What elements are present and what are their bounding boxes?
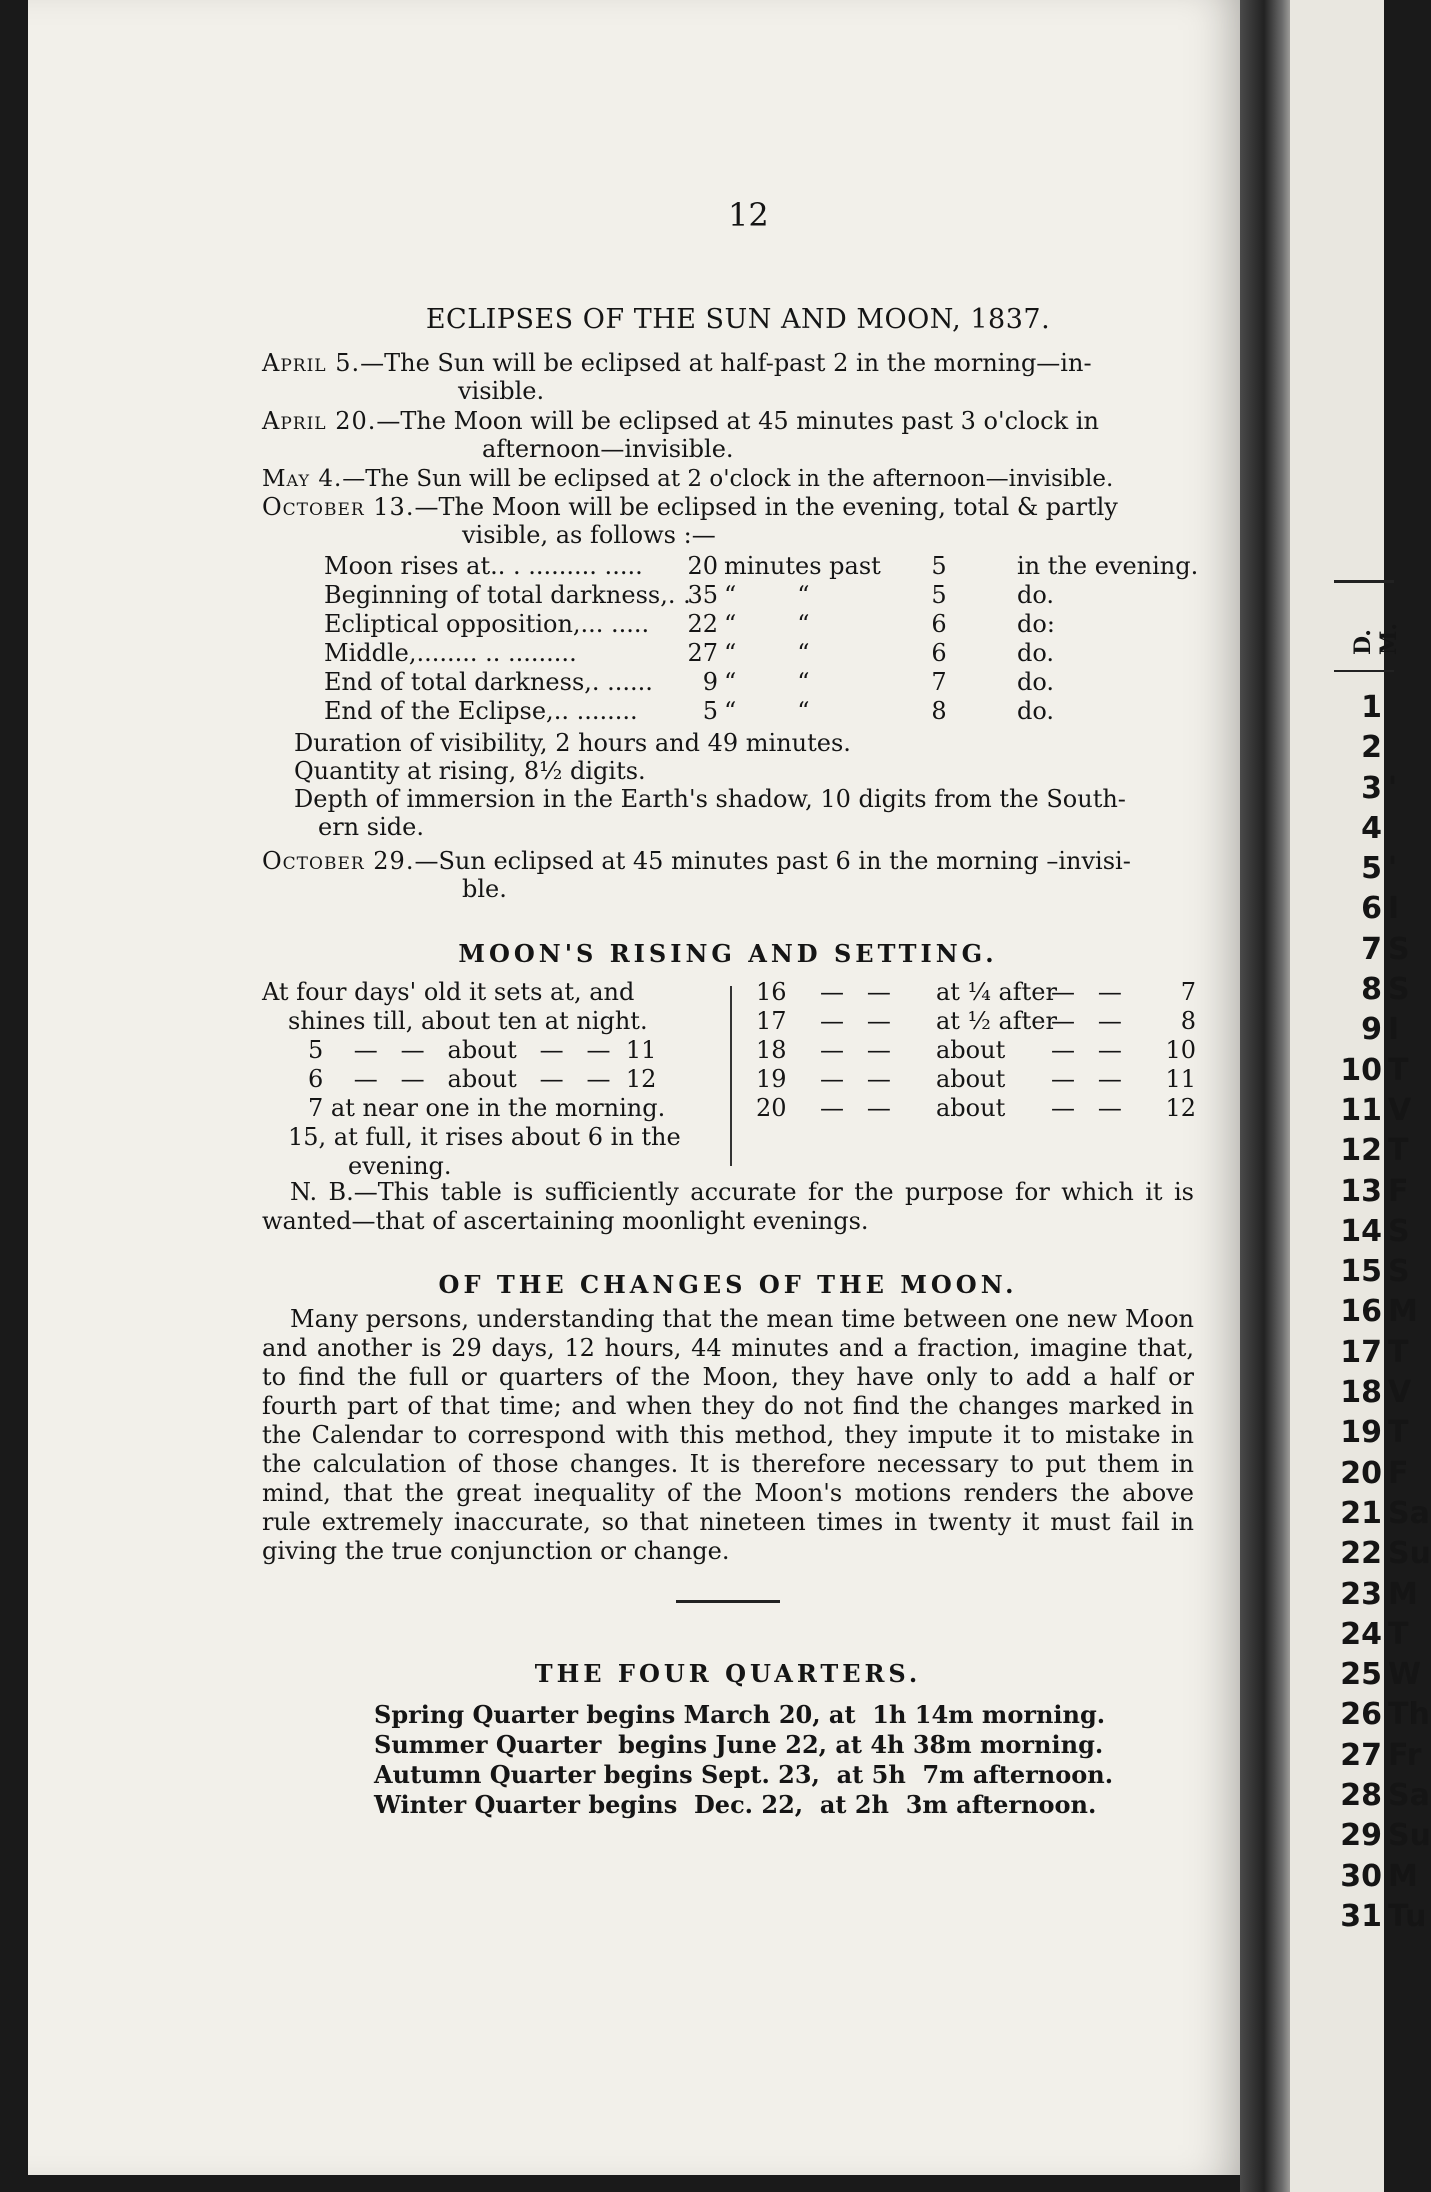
quarter-line: Autumn Quarter begins Sept. 23, at 5h 7m afternoon.	[374, 1760, 1114, 1789]
detail-minutes-word: “ “	[724, 668, 810, 696]
eclipse-detail-row	[262, 551, 1199, 580]
eclipse-date: October 29.	[262, 847, 415, 875]
moon-dash: — —	[1051, 1094, 1122, 1122]
weekday-fragment: I	[1388, 891, 1400, 927]
detail-hour: 7	[931, 668, 947, 696]
moon-phrase: at ½ after	[936, 1007, 1057, 1035]
moon-table-right	[756, 978, 1196, 1123]
moon-hour: 7	[1180, 978, 1196, 1006]
weekday-fragment: S	[1388, 1254, 1410, 1290]
moon-right-row	[756, 978, 1196, 1007]
detail-tail: do.	[1017, 581, 1055, 609]
right-page-day-row	[1336, 1010, 1400, 1050]
right-page-day-row	[1336, 1212, 1410, 1252]
moon-left-line: 7 at near one in the morning.	[308, 1094, 666, 1122]
day-number: 26	[1340, 1697, 1382, 1733]
weekday-fragment: Tu	[1388, 1898, 1427, 1934]
quarter-line: Summer Quarter begins June 22, at 4h 38m morning.	[374, 1730, 1104, 1759]
right-page-day-row	[1336, 1494, 1430, 1534]
weekday-fragment: Sa	[1388, 1778, 1430, 1814]
day-number: 17	[1340, 1334, 1382, 1370]
weekday-fragment: T	[1388, 1616, 1409, 1652]
moon-left-line: evening.	[348, 1152, 452, 1180]
right-page-day-row	[1336, 1091, 1412, 1131]
detail-minutes: 22	[687, 610, 718, 638]
right-page	[1290, 0, 1431, 2192]
moon-day: 19	[756, 1065, 787, 1093]
day-number: 28	[1340, 1778, 1382, 1814]
day-number: 10	[1340, 1052, 1382, 1088]
moon-right-row	[756, 1036, 1196, 1065]
day-number: 2	[1361, 730, 1382, 766]
moon-hour: 10	[1165, 1036, 1196, 1064]
weekday-fragment: Th	[1388, 1697, 1430, 1733]
day-number: 21	[1340, 1495, 1382, 1531]
day-number: 27	[1340, 1737, 1382, 1773]
day-number: 5	[1361, 851, 1382, 887]
day-number: 13	[1340, 1173, 1382, 1209]
day-number: 6	[1361, 891, 1382, 927]
right-page-rule-2	[1334, 670, 1394, 672]
right-page-day-row	[1336, 1051, 1409, 1091]
eclipse-list	[262, 349, 1194, 549]
depth-line-cont: ern side.	[318, 813, 424, 841]
detail-label: End of total darkness,. ......	[324, 668, 653, 696]
eclipse-text: —The Moon will be eclipsed in the evening, total & partly	[414, 493, 1118, 521]
quantity-line: Quantity at rising, 8½ digits.	[294, 757, 646, 785]
moon-hour: 8	[1180, 1007, 1196, 1035]
day-number: 25	[1340, 1657, 1382, 1693]
right-page-day-row	[1336, 728, 1396, 768]
day-number: 12	[1340, 1133, 1382, 1169]
right-page-day-row	[1336, 1575, 1418, 1615]
detail-tail: do.	[1017, 697, 1055, 725]
weekday-fragment: F	[1388, 1455, 1409, 1491]
right-page-day-row	[1336, 849, 1396, 889]
weekday-fragment: Fr	[1388, 1737, 1422, 1773]
right-page-day-row	[1336, 1857, 1418, 1897]
page-content	[262, 200, 1199, 1820]
eclipse-detail-row	[262, 609, 1194, 638]
weekday-fragment: F	[1388, 1173, 1409, 1209]
right-page-day-row	[1336, 1695, 1430, 1735]
moon-phrase: at ¼ after	[936, 978, 1057, 1006]
detail-tail: do.	[1017, 668, 1055, 696]
right-page-day-row	[1336, 1252, 1410, 1292]
detail-tail: do:	[1017, 610, 1055, 638]
page-number: 12	[728, 196, 769, 234]
weekday-fragment: '	[1388, 851, 1398, 887]
detail-hour: 6	[931, 639, 947, 667]
moon-day: 18	[756, 1036, 787, 1064]
right-page-day-row	[1336, 970, 1410, 1010]
eclipse-detail-row	[262, 638, 1194, 667]
quarters-heading: THE FOUR QUARTERS.	[534, 1659, 922, 1688]
eclipse-date: April 5.	[262, 349, 361, 377]
day-number: 19	[1340, 1415, 1382, 1451]
moon-dash: — —	[820, 1007, 891, 1035]
weekday-fragment: Su	[1388, 1818, 1431, 1854]
weekday-fragment: T	[1388, 1415, 1409, 1451]
right-page-day-row	[1336, 1172, 1409, 1212]
right-page-day-row	[1336, 889, 1400, 929]
moon-left-line: shines till, about ten at night.	[288, 1007, 648, 1035]
moon-dash: — —	[820, 978, 891, 1006]
right-page-day-row	[1336, 1454, 1409, 1494]
right-page-day-row	[1336, 1333, 1409, 1373]
day-number: 31	[1340, 1898, 1382, 1934]
detail-hour: 6	[931, 610, 947, 638]
moon-phrase: about	[936, 1036, 1006, 1064]
detail-minutes: 5	[702, 697, 718, 725]
moon-day: 17	[756, 1007, 787, 1035]
day-number: 18	[1340, 1375, 1382, 1411]
eclipse-text: —Sun eclipsed at 45 minutes past 6 in the morning –invisi-	[414, 847, 1131, 875]
eclipse-text: —The Moon will be eclipsed at 45 minutes past 3 o'clock in	[376, 407, 1099, 435]
detail-tail: do.	[1017, 639, 1055, 667]
moon-table-left	[262, 978, 720, 1181]
eclipse-detail-row	[262, 580, 1194, 609]
right-page-day-list	[1336, 688, 1431, 1937]
eclipse-text-cont: visible.	[458, 377, 545, 405]
weekday-fragment: S	[1388, 931, 1410, 967]
right-page-day-row	[1336, 769, 1396, 809]
eclipse-entry-april-5	[262, 349, 1194, 405]
right-page-rule	[1334, 580, 1394, 583]
moon-dash: — —	[820, 1065, 891, 1093]
day-number: 4	[1361, 810, 1382, 846]
eclipse-date: October 13.	[262, 493, 415, 521]
weekday-fragment: V	[1388, 1092, 1412, 1128]
eclipse-entry-october-13	[262, 493, 1194, 549]
right-page-day-row	[1336, 1131, 1409, 1171]
october-eclipse-details	[262, 551, 1199, 725]
eclipse-entry-may-4	[262, 465, 1194, 493]
nb-paragraph: N. B.—This table is sufficiently accurate for the purpose for which it is wanted—that of ascertaining moonlight evenings.	[262, 1178, 1194, 1235]
detail-minutes: 20	[687, 552, 718, 580]
detail-minutes-word: “ “	[724, 610, 810, 638]
weekday-fragment: M	[1388, 1858, 1418, 1894]
right-page-day-row	[1336, 1816, 1431, 1856]
day-number: 24	[1340, 1616, 1382, 1652]
eclipse-entry-april-20	[262, 407, 1194, 463]
moon-dash: — —	[1051, 1065, 1122, 1093]
right-page-day-row	[1336, 1413, 1409, 1453]
right-page-day-row	[1336, 1897, 1427, 1937]
day-number: 1	[1361, 690, 1382, 725]
weekday-fragment: S	[1388, 1213, 1410, 1249]
detail-label: Middle,........ .. .........	[324, 639, 577, 667]
weekday-fragment: T	[1388, 1133, 1409, 1169]
weekday-fragment: S	[1388, 972, 1410, 1008]
duration-line: Duration of visibility, 2 hours and 49 minutes.	[294, 729, 851, 757]
eclipse-text: —The Sun will be eclipsed at half-past 2 in the morning—in-	[360, 349, 1092, 377]
moon-left-line: 6 — — about — — 12	[308, 1065, 657, 1093]
detail-tail: in the evening.	[1017, 552, 1199, 580]
right-page-day-row	[1336, 688, 1396, 728]
weekday-fragment: T	[1388, 1334, 1409, 1370]
day-number: 29	[1340, 1818, 1382, 1854]
detail-hour: 5	[931, 581, 947, 609]
changes-paragraph: Many persons, understanding that the mean time between one new Moon and another is 29 days, 12 hours, 44 minutes and a fraction, imagine that, to find the full or quarters of the Moon, they have only to add a half or fourth part of that time; and when they do not find the changes marked in the Calendar to correspond with this method, they impute it to mistake in the calculation of those changes. It is therefore necessary to put them in mind, that the great inequality of the Moon's motions renders the above rule extremely inaccurate, so that nineteen times in twenty it must fail in giving the true conjunction or change.	[262, 1305, 1194, 1565]
moon-left-line: 15, at full, it rises about 6 in the	[288, 1123, 681, 1151]
moon-right-row	[756, 1007, 1196, 1036]
moon-dash: — —	[820, 1036, 891, 1064]
moon-dash: — —	[1051, 978, 1122, 1006]
moon-phrase: about	[936, 1094, 1006, 1122]
detail-hour: 8	[931, 697, 947, 725]
day-number: 7	[1361, 931, 1382, 967]
eclipse-date: April 20.	[262, 407, 377, 435]
eclipse-text-cont: afternoon—invisible.	[482, 435, 734, 463]
moon-day: 16	[756, 978, 787, 1006]
weekday-fragment: M	[1388, 1294, 1418, 1330]
depth-line: Depth of immersion in the Earth's shadow, 10 digits from the South-	[294, 785, 1126, 813]
detail-label: Ecliptical opposition,... .....	[324, 610, 650, 638]
right-page-day-row	[1336, 1655, 1422, 1695]
moon-table-divider	[730, 986, 732, 1166]
moon-left-line: 5 — — about — — 11	[308, 1036, 657, 1064]
weekday-fragment: I	[1388, 1012, 1400, 1048]
right-page-day-row	[1336, 930, 1410, 970]
day-number: 9	[1361, 1012, 1382, 1048]
day-number: 8	[1361, 972, 1382, 1008]
eclipse-date: May 4.	[262, 466, 343, 492]
day-number: 22	[1340, 1536, 1382, 1572]
right-page-day-row	[1336, 1292, 1418, 1332]
day-number: 16	[1340, 1294, 1382, 1330]
detail-minutes-word: “ “	[724, 581, 810, 609]
moon-right-row	[756, 1094, 1196, 1123]
eclipse-detail-row	[262, 667, 1194, 696]
detail-minutes: 9	[702, 668, 718, 696]
eclipses-title: ECLIPSES OF THE SUN AND MOON, 1837.	[425, 304, 1051, 335]
detail-label: End of the Eclipse,.. ........	[324, 697, 638, 725]
day-number: 14	[1340, 1213, 1382, 1249]
day-number: 3	[1361, 770, 1382, 806]
detail-label: Moon rises at.. . ......... .....	[324, 552, 643, 580]
changes-heading: OF THE CHANGES OF THE MOON.	[438, 1270, 1018, 1299]
day-number: 11	[1340, 1092, 1382, 1128]
moon-phrase: about	[936, 1065, 1006, 1093]
weekday-fragment: '	[1388, 770, 1398, 806]
eclipse-text: —The Sun will be eclipsed at 2 o'clock in the afternoon—invisible.	[342, 466, 1114, 492]
detail-minutes-word: minutes past	[724, 552, 881, 580]
eclipse-detail-row	[262, 696, 1194, 725]
day-number: 15	[1340, 1254, 1382, 1290]
detail-hour: 5	[931, 552, 947, 580]
moon-hour: 11	[1165, 1065, 1196, 1093]
moon-left-line: At four days' old it sets at, and	[262, 978, 635, 1006]
detail-minutes-word: “ “	[724, 639, 810, 667]
weekday-fragment: Su	[1388, 1536, 1431, 1572]
eclipse-entry-october-29	[262, 847, 1194, 903]
moon-rising-table	[262, 978, 1196, 1180]
moon-day: 20	[756, 1094, 787, 1122]
section-rule	[676, 1600, 780, 1603]
detail-minutes: 35	[687, 581, 718, 609]
day-number: 20	[1340, 1455, 1382, 1491]
eclipse-text-cont: ble.	[462, 875, 507, 903]
quarter-line: Winter Quarter begins Dec. 22, at 2h 3m afternoon.	[374, 1790, 1097, 1819]
weekday-fragment: Sa	[1388, 1495, 1430, 1531]
detail-minutes-word: “ “	[724, 697, 810, 725]
right-page-header: D. M.	[1350, 622, 1402, 655]
weekday-fragment: M	[1388, 1576, 1418, 1612]
right-page-day-row	[1336, 1776, 1430, 1816]
quarters-list	[262, 1700, 1194, 1820]
right-page-day-row	[1336, 1615, 1409, 1655]
moon-hour: 12	[1165, 1094, 1196, 1122]
right-page-day-row	[1336, 1736, 1422, 1776]
moon-dash: — —	[1051, 1007, 1122, 1035]
detail-label: Beginning of total darkness,. .	[324, 581, 691, 609]
day-number: 30	[1340, 1858, 1382, 1894]
right-page-day-row	[1336, 1534, 1431, 1574]
quarter-line: Spring Quarter begins March 20, at 1h 14m morning.	[374, 1700, 1106, 1729]
moon-right-row	[756, 1065, 1196, 1094]
day-number: 23	[1340, 1576, 1382, 1612]
right-page-day-row	[1336, 809, 1396, 849]
weekday-fragment: V	[1388, 1375, 1412, 1411]
weekday-fragment: T	[1388, 1052, 1409, 1088]
detail-minutes: 27	[687, 639, 718, 667]
right-page-day-row	[1336, 1373, 1412, 1413]
moon-rising-heading: MOON'S RISING AND SETTING.	[458, 939, 998, 968]
moon-dash: — —	[1051, 1036, 1122, 1064]
moon-dash: — —	[820, 1094, 891, 1122]
weekday-fragment: W	[1388, 1657, 1422, 1693]
eclipse-text-cont: visible, as follows :—	[462, 521, 716, 549]
